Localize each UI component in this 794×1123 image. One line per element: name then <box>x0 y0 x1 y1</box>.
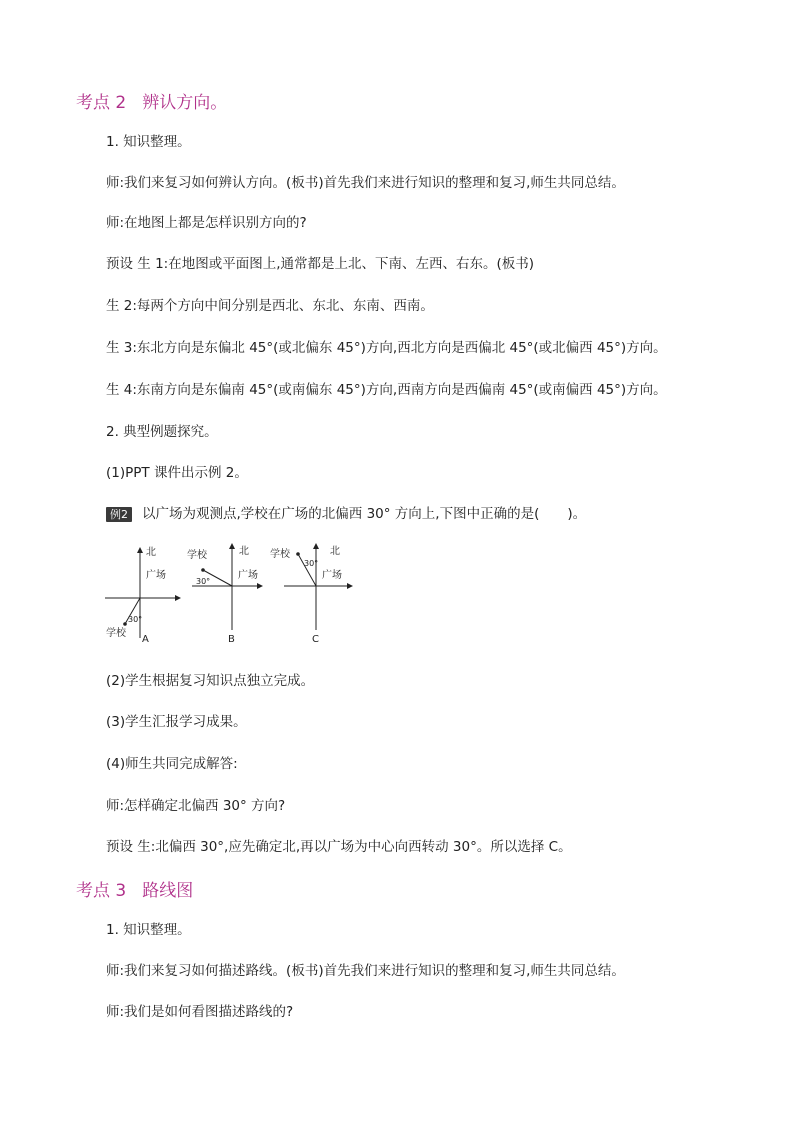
direction-diagrams <box>100 538 370 648</box>
paragraph: 预设 生 1:在地图或平面图上,通常都是上北、下南、左西、右东。(板书) <box>106 256 535 272</box>
example-question-end: )。 <box>567 506 587 522</box>
paragraph: (1)PPT 课件出示例 2。 <box>106 465 248 481</box>
angle-label: 30° <box>128 615 143 624</box>
example-question: 以广场为观测点,学校在广场的北偏西 30° 方向上,下图中正确的是( <box>142 506 540 522</box>
paragraph: 师:我们是如何看图描述路线的? <box>106 1004 294 1020</box>
section-title: 辨认方向。 <box>142 93 228 113</box>
angle-label: 30° <box>196 577 211 586</box>
school-label: 学校 <box>270 549 290 560</box>
north-label: 北 <box>146 547 156 558</box>
section-number: 考点 3 <box>76 881 127 901</box>
diagram-c-label: C <box>312 634 319 645</box>
paragraph: 生 4:东南方向是东偏南 45°(或南偏东 45°)方向,西南方向是西偏南 45°(或南偏西 45°)方向。 <box>106 382 667 398</box>
paragraph: 1. 知识整理。 <box>106 922 191 938</box>
square-label: 广场 <box>322 570 342 581</box>
school-dot <box>201 568 205 572</box>
paragraph: 生 2:每两个方向中间分别是西北、东北、东南、西南。 <box>106 298 434 314</box>
school-dot <box>123 622 127 626</box>
school-dot <box>296 552 300 556</box>
angle-label: 30° <box>304 559 319 568</box>
diagram-a-label: A <box>142 634 149 645</box>
paragraph: 2. 典型例题探究。 <box>106 424 218 440</box>
paragraph: 生 3:东北方向是东偏北 45°(或北偏东 45°)方向,西北方向是西偏北 45°(或北偏西 45°)方向。 <box>106 340 667 356</box>
paragraph: (3)学生汇报学习成果。 <box>106 714 247 730</box>
paragraph: 师:我们来复习如何描述路线。(板书)首先我们来进行知识的整理和复习,师生共同总结。 <box>106 963 625 979</box>
section-heading-3 <box>76 876 193 901</box>
example-badge: 例2 <box>106 507 132 522</box>
diagram-b <box>187 544 262 645</box>
school-label: 学校 <box>187 550 207 561</box>
section-title: 路线图 <box>142 881 194 901</box>
paragraph: (2)学生根据复习知识点独立完成。 <box>106 673 315 689</box>
north-label: 北 <box>239 546 249 557</box>
example-line <box>106 505 586 523</box>
paragraph: 预设 生:北偏西 30°,应先确定北,再以广场为中心向西转动 30°。所以选择 C。 <box>106 839 572 855</box>
square-label: 广场 <box>238 570 258 581</box>
diagram-c <box>270 544 352 645</box>
paragraph: 师:我们来复习如何辨认方向。(板书)首先我们来进行知识的整理和复习,师生共同总结。 <box>106 175 625 191</box>
school-label: 学校 <box>106 628 126 639</box>
square-label: 广场 <box>146 570 166 581</box>
paragraph: 师:在地图上都是怎样识别方向的? <box>106 215 307 231</box>
paragraph: (4)师生共同完成解答: <box>106 756 238 772</box>
north-label: 北 <box>330 546 340 557</box>
diagram-a <box>105 546 180 645</box>
section-number: 考点 2 <box>76 93 127 113</box>
diagram-b-label: B <box>228 634 235 645</box>
paragraph: 1. 知识整理。 <box>106 134 191 150</box>
section-heading-2 <box>76 88 227 113</box>
paragraph: 师:怎样确定北偏西 30° 方向? <box>106 798 286 814</box>
